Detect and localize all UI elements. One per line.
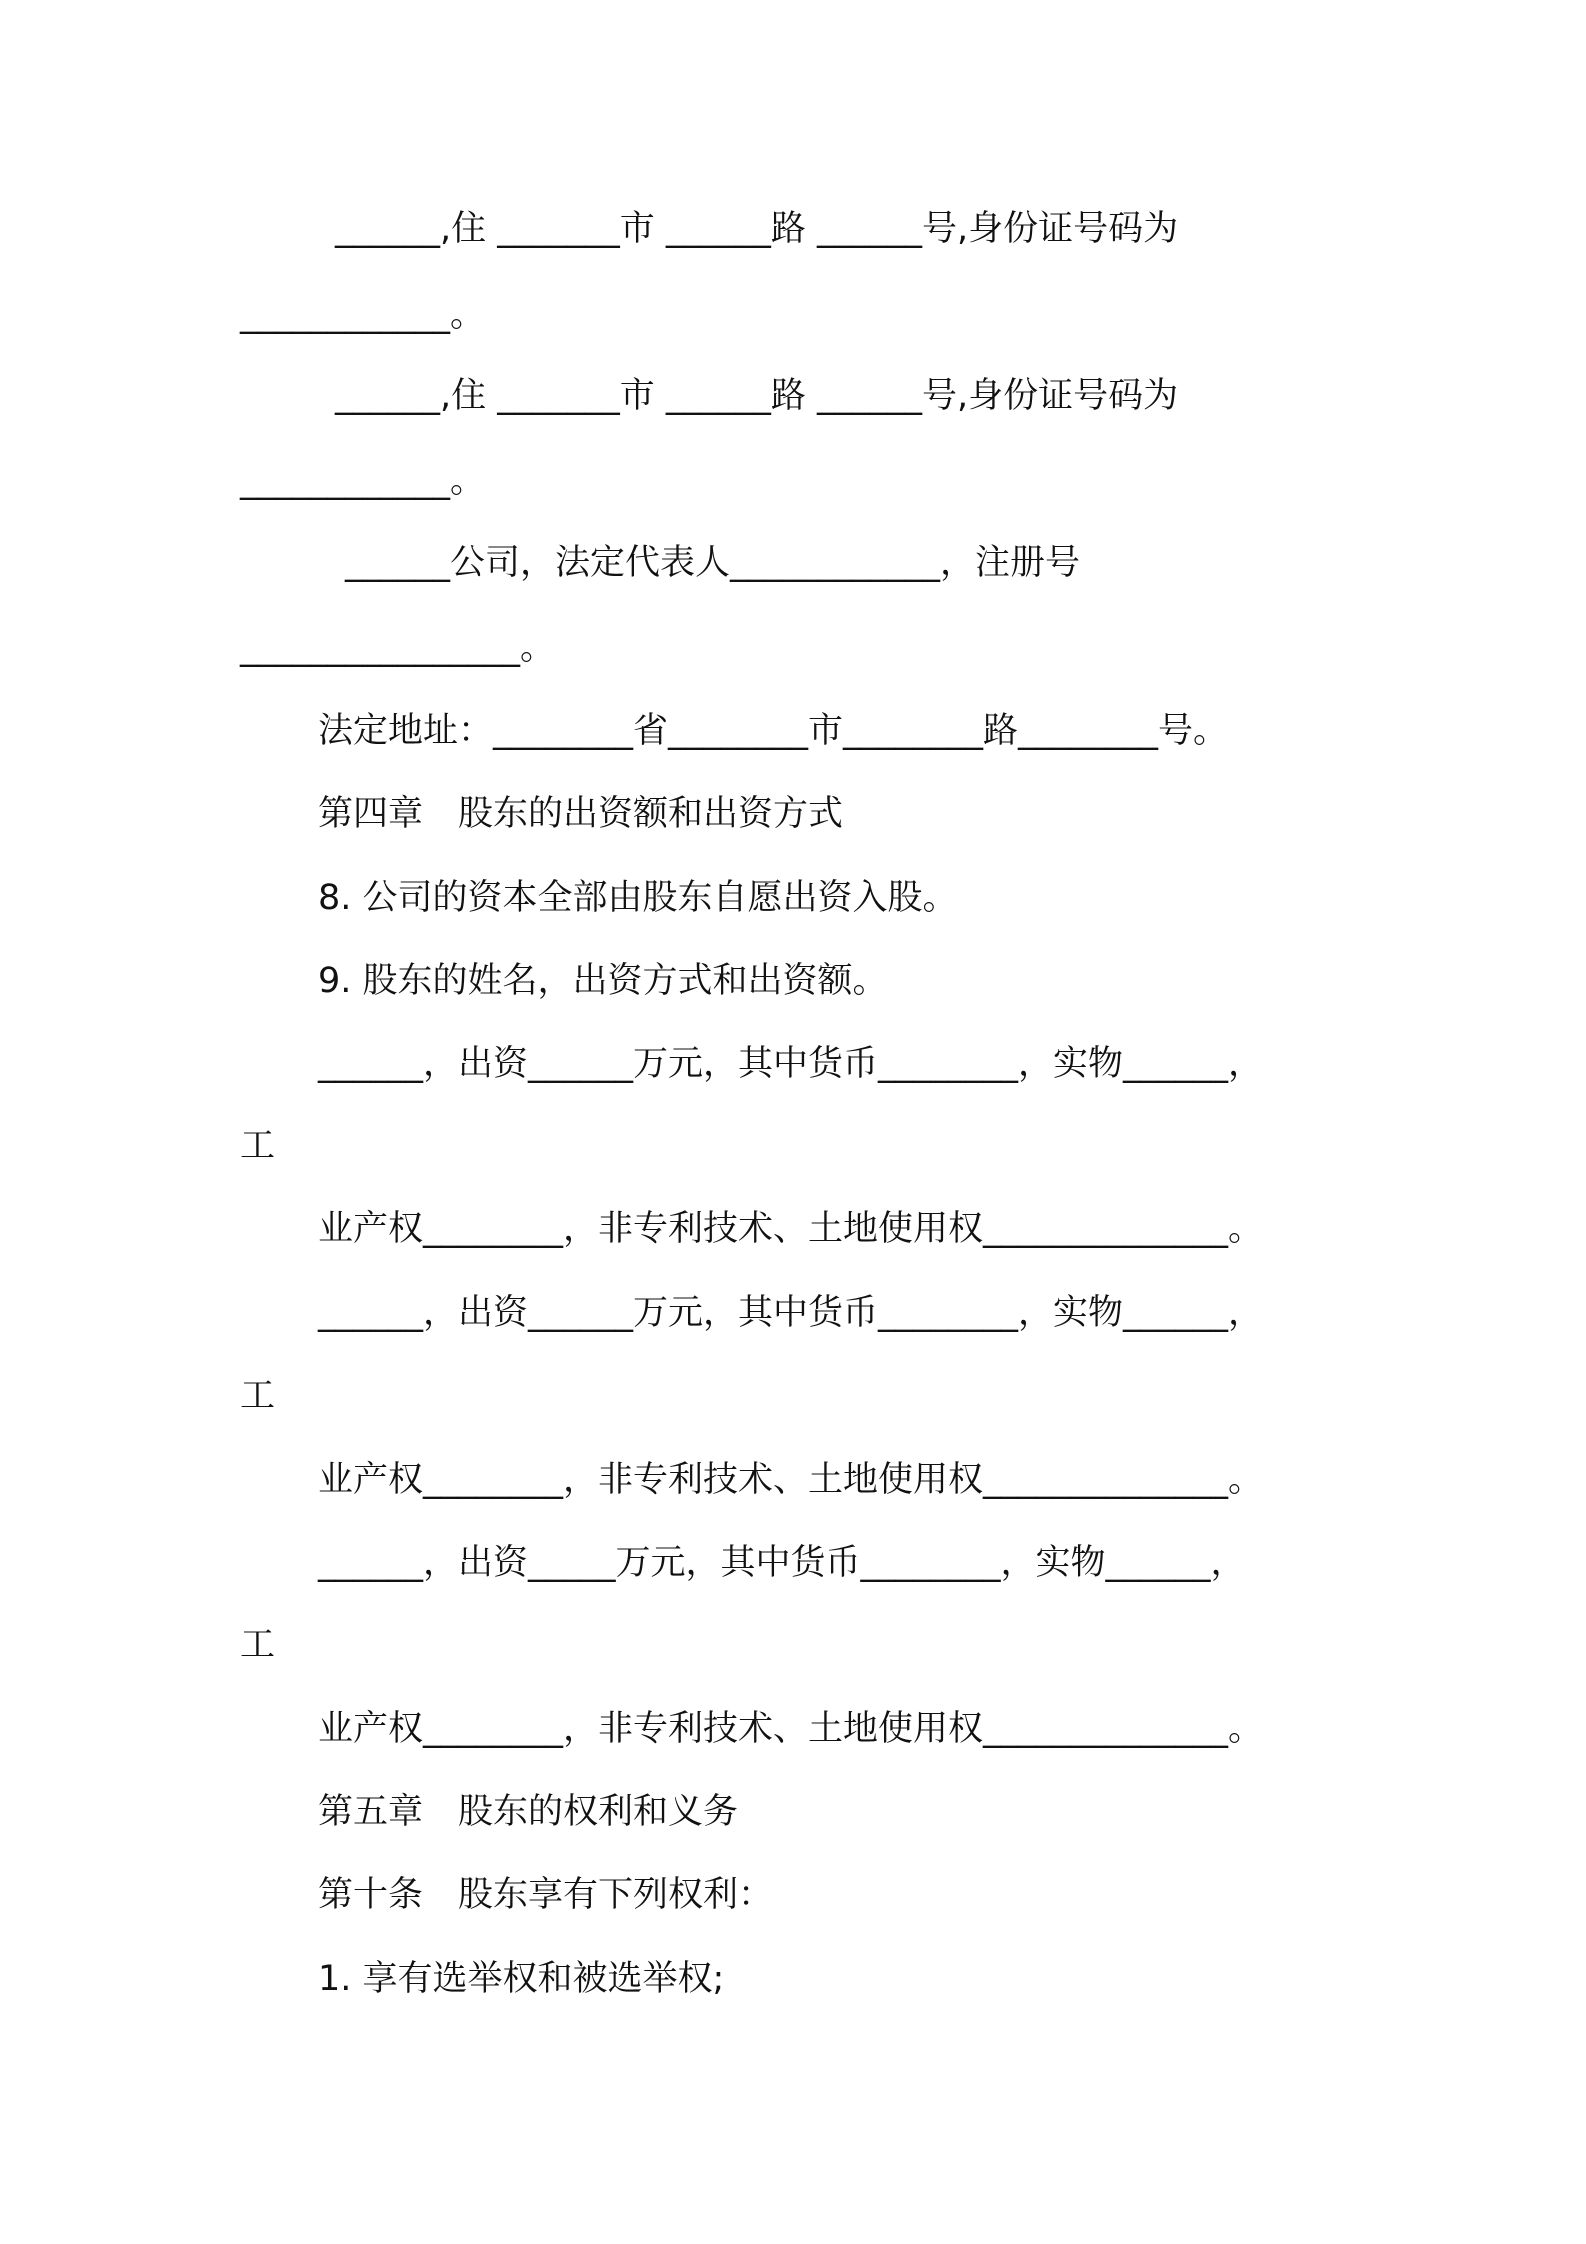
chapter-four-heading: 第四章 股东的出资额和出资方式 [318,794,844,834]
id-number-line-2: ____________。 [240,461,486,501]
right-item-1: 1. 享有选举权和被选举权; [318,1959,725,1999]
id-number-line-1: ____________。 [240,295,486,335]
chapter-five-heading: 第五章 股东的权利和义务 [318,1792,739,1832]
shareholder-address-line-1: ______,住 _______市 ______路 ______号,身份证号码为 [335,209,1179,249]
contribution-line-1: ______，出资______万元，其中货币________，实物______， [318,1044,1264,1084]
contribution-wrap-2: 工 [240,1376,276,1416]
ip-line-2: 业产权________，非专利技术、土地使用权______________。 [318,1460,1264,1500]
contribution-line-3: ______，出资_____万元，其中货币________，实物______， [318,1543,1246,1583]
contribution-wrap-1: 工 [240,1126,276,1166]
article-10-heading: 第十条 股东享有下列权利： [318,1875,774,1915]
registration-number-line: ________________。 [240,628,556,668]
clause-9: 9. 股东的姓名，出资方式和出资额。 [318,961,888,1001]
company-rep-line: ______公司，法定代表人____________，注册号 [345,543,1081,583]
legal-address-line: 法定地址：________省________市________路________号。 [318,711,1229,751]
contribution-line-2: ______，出资______万元，其中货币________，实物______， [318,1293,1264,1333]
ip-line-1: 业产权________，非专利技术、土地使用权______________。 [318,1209,1264,1249]
shareholder-address-line-2: ______,住 _______市 ______路 ______号,身份证号码为 [335,376,1179,416]
clause-8: 8. 公司的资本全部由股东自愿出资入股。 [318,878,958,918]
ip-line-3: 业产权________，非专利技术、土地使用权______________。 [318,1709,1264,1749]
contribution-wrap-3: 工 [240,1625,276,1665]
